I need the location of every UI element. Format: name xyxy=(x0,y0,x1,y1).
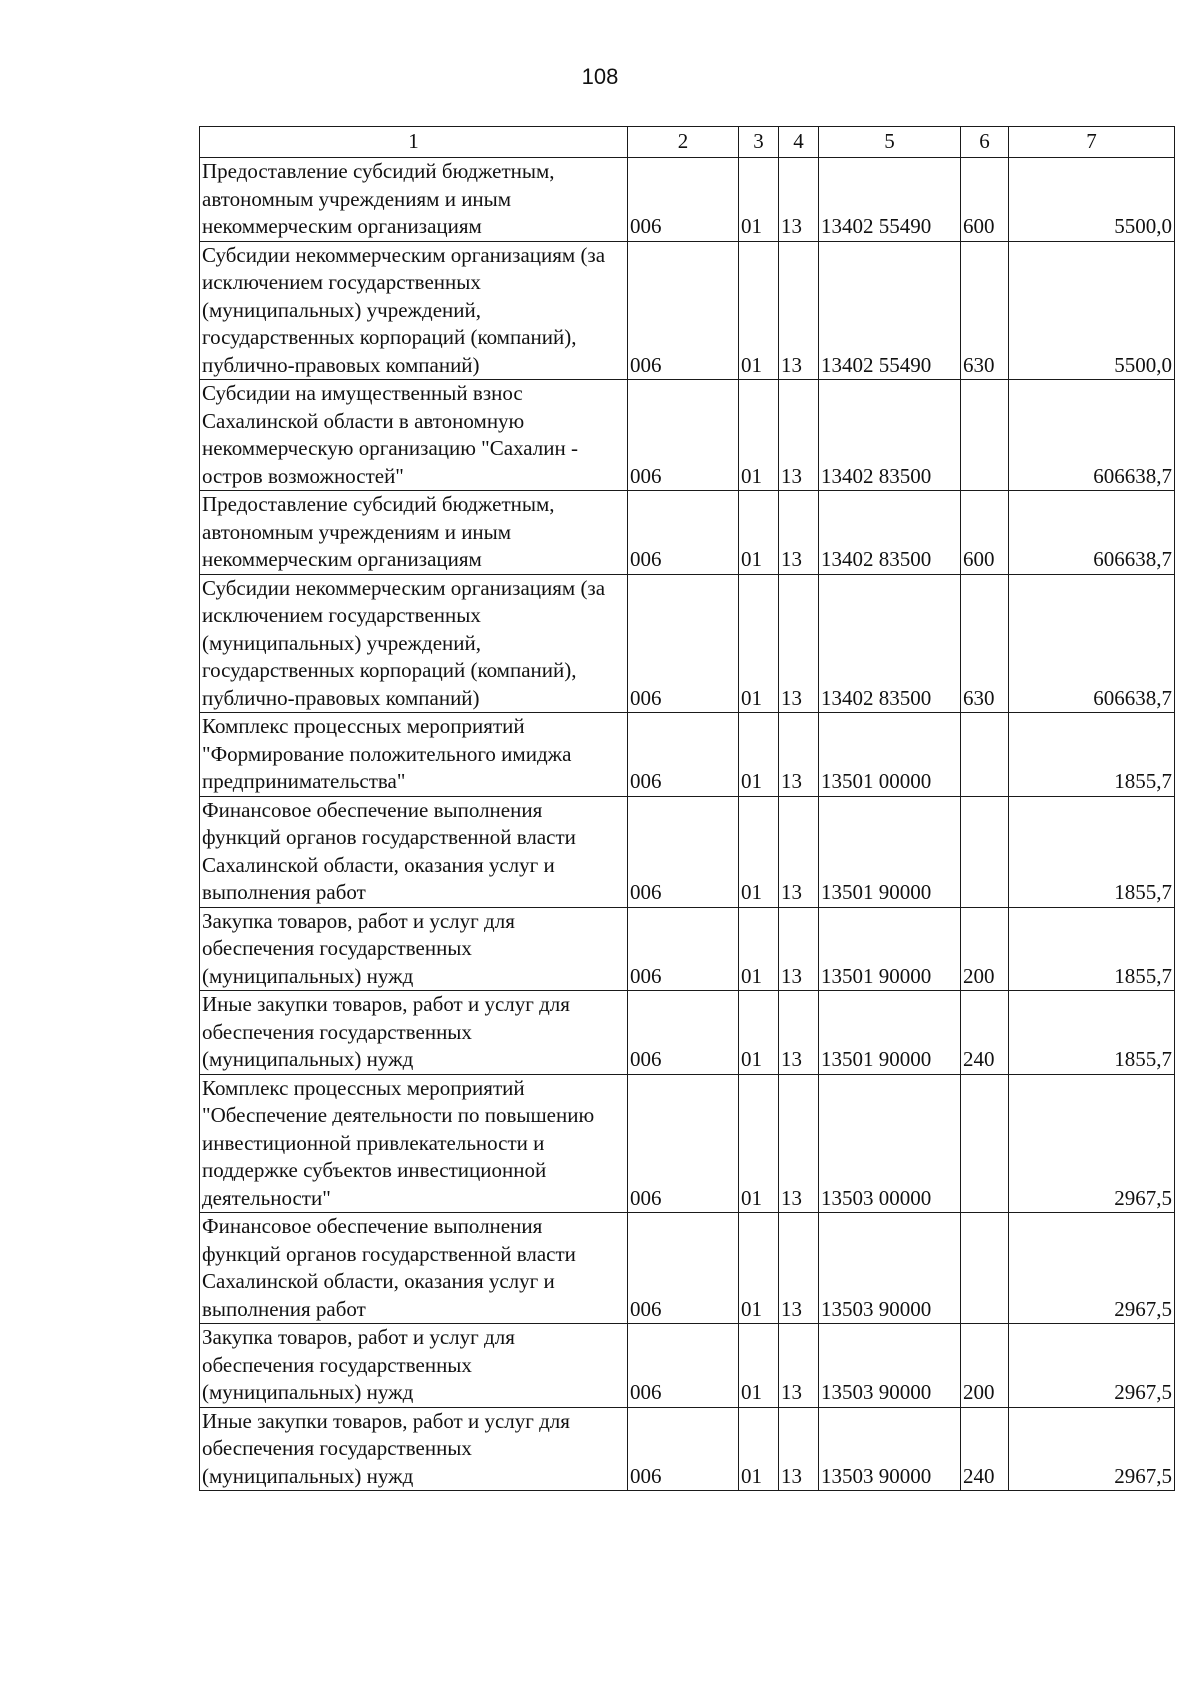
table-row xyxy=(200,796,1175,907)
section-code-cell: 01 xyxy=(739,380,779,491)
target-article-cell: 13402 55490 xyxy=(819,158,961,242)
ministry-code-cell: 006 xyxy=(628,1213,739,1324)
ministry-code-cell: 006 xyxy=(628,491,739,575)
amount-cell: 606638,7 xyxy=(1009,380,1175,491)
column-header: 1 xyxy=(200,127,628,158)
section-code-cell: 01 xyxy=(739,1407,779,1491)
expense-name-cell: Субсидии некоммерческим организациям (за исключением государственных (муниципальных) учреждений, государственных корпораций (компаний), публично-правовых компаний) xyxy=(200,574,628,713)
amount-cell: 2967,5 xyxy=(1009,1407,1175,1491)
expense-name-cell: Финансовое обеспечение выполнения функций органов государственной власти Сахалинской области, оказания услуг и выполнения работ xyxy=(200,1213,628,1324)
table-row xyxy=(200,713,1175,797)
expense-name-cell: Комплекс процессных мероприятий "Обеспечение деятельности по повышению инвестиционной привлекательности и поддержке субъектов инвестиционной деятельности" xyxy=(200,1074,628,1213)
table-row xyxy=(200,907,1175,991)
subsection-code-cell: 13 xyxy=(779,574,819,713)
ministry-code-cell: 006 xyxy=(628,907,739,991)
expense-type-cell xyxy=(961,380,1009,491)
amount-cell: 1855,7 xyxy=(1009,991,1175,1075)
expense-name-cell: Комплекс процессных мероприятий "Формирование положительного имиджа предпринимательства" xyxy=(200,713,628,797)
target-article-cell: 13503 00000 xyxy=(819,1074,961,1213)
ministry-code-cell: 006 xyxy=(628,991,739,1075)
amount-cell: 1855,7 xyxy=(1009,796,1175,907)
expense-type-cell: 200 xyxy=(961,1324,1009,1408)
expense-type-cell xyxy=(961,1213,1009,1324)
column-header: 5 xyxy=(819,127,961,158)
expense-name-cell: Закупка товаров, работ и услуг для обеспечения государственных (муниципальных) нужд xyxy=(200,907,628,991)
subsection-code-cell: 13 xyxy=(779,380,819,491)
subsection-code-cell: 13 xyxy=(779,1324,819,1408)
table-body xyxy=(200,158,1175,1491)
ministry-code-cell: 006 xyxy=(628,158,739,242)
section-code-cell: 01 xyxy=(739,907,779,991)
expense-type-cell: 600 xyxy=(961,491,1009,575)
subsection-code-cell: 13 xyxy=(779,1074,819,1213)
ministry-code-cell: 006 xyxy=(628,241,739,380)
amount-cell: 1855,7 xyxy=(1009,907,1175,991)
table-row xyxy=(200,991,1175,1075)
table-row xyxy=(200,1407,1175,1491)
section-code-cell: 01 xyxy=(739,1074,779,1213)
table-row xyxy=(200,1324,1175,1408)
expense-type-cell xyxy=(961,1074,1009,1213)
expense-name-cell: Предоставление субсидий бюджетным, автономным учреждениям и иным некоммерческим организациям xyxy=(200,491,628,575)
column-header: 3 xyxy=(739,127,779,158)
column-header: 2 xyxy=(628,127,739,158)
subsection-code-cell: 13 xyxy=(779,491,819,575)
expense-name-cell: Иные закупки товаров, работ и услуг для обеспечения государственных (муниципальных) нужд xyxy=(200,1407,628,1491)
expense-type-cell: 240 xyxy=(961,1407,1009,1491)
subsection-code-cell: 13 xyxy=(779,241,819,380)
table-row xyxy=(200,158,1175,242)
expense-type-cell: 630 xyxy=(961,241,1009,380)
table-row xyxy=(200,241,1175,380)
target-article-cell: 13501 90000 xyxy=(819,991,961,1075)
section-code-cell: 01 xyxy=(739,796,779,907)
ministry-code-cell: 006 xyxy=(628,380,739,491)
expense-type-cell: 630 xyxy=(961,574,1009,713)
expense-type-cell: 600 xyxy=(961,158,1009,242)
column-header: 6 xyxy=(961,127,1009,158)
ministry-code-cell: 006 xyxy=(628,574,739,713)
target-article-cell: 13402 55490 xyxy=(819,241,961,380)
amount-cell: 1855,7 xyxy=(1009,713,1175,797)
expense-name-cell: Иные закупки товаров, работ и услуг для обеспечения государственных (муниципальных) нужд xyxy=(200,991,628,1075)
amount-cell: 2967,5 xyxy=(1009,1213,1175,1324)
target-article-cell: 13503 90000 xyxy=(819,1213,961,1324)
table-row xyxy=(200,491,1175,575)
page-number: 108 xyxy=(581,64,619,89)
expense-name-cell: Финансовое обеспечение выполнения функций органов государственной власти Сахалинской области, оказания услуг и выполнения работ xyxy=(200,796,628,907)
ministry-code-cell: 006 xyxy=(628,713,739,797)
expense-type-cell xyxy=(961,796,1009,907)
budget-table xyxy=(199,126,1175,1491)
section-code-cell: 01 xyxy=(739,574,779,713)
column-header: 7 xyxy=(1009,127,1175,158)
expense-name-cell: Предоставление субсидий бюджетным, автономным учреждениям и иным некоммерческим организациям xyxy=(200,158,628,242)
target-article-cell: 13501 00000 xyxy=(819,713,961,797)
amount-cell: 2967,5 xyxy=(1009,1324,1175,1408)
expense-type-cell xyxy=(961,713,1009,797)
expense-type-cell: 200 xyxy=(961,907,1009,991)
target-article-cell: 13503 90000 xyxy=(819,1407,961,1491)
target-article-cell: 13402 83500 xyxy=(819,380,961,491)
table-row xyxy=(200,1074,1175,1213)
target-article-cell: 13503 90000 xyxy=(819,1324,961,1408)
table-row xyxy=(200,574,1175,713)
subsection-code-cell: 13 xyxy=(779,1213,819,1324)
amount-cell: 5500,0 xyxy=(1009,241,1175,380)
section-code-cell: 01 xyxy=(739,158,779,242)
section-code-cell: 01 xyxy=(739,1324,779,1408)
table-row xyxy=(200,1213,1175,1324)
section-code-cell: 01 xyxy=(739,713,779,797)
ministry-code-cell: 006 xyxy=(628,1324,739,1408)
expense-name-cell: Субсидии некоммерческим организациям (за исключением государственных (муниципальных) учреждений, государственных корпораций (компаний), публично-правовых компаний) xyxy=(200,241,628,380)
ministry-code-cell: 006 xyxy=(628,1407,739,1491)
expense-name-cell: Субсидии на имущественный взнос Сахалинской области в автономную некоммерческую организацию "Сахалин - остров возможностей" xyxy=(200,380,628,491)
section-code-cell: 01 xyxy=(739,991,779,1075)
target-article-cell: 13402 83500 xyxy=(819,491,961,575)
ministry-code-cell: 006 xyxy=(628,1074,739,1213)
subsection-code-cell: 13 xyxy=(779,907,819,991)
target-article-cell: 13501 90000 xyxy=(819,907,961,991)
expense-name-cell: Закупка товаров, работ и услуг для обеспечения государственных (муниципальных) нужд xyxy=(200,1324,628,1408)
section-code-cell: 01 xyxy=(739,241,779,380)
section-code-cell: 01 xyxy=(739,1213,779,1324)
amount-cell: 606638,7 xyxy=(1009,574,1175,713)
subsection-code-cell: 13 xyxy=(779,991,819,1075)
amount-cell: 606638,7 xyxy=(1009,491,1175,575)
subsection-code-cell: 13 xyxy=(779,158,819,242)
column-header-row xyxy=(200,127,1175,158)
ministry-code-cell: 006 xyxy=(628,796,739,907)
subsection-code-cell: 13 xyxy=(779,796,819,907)
section-code-cell: 01 xyxy=(739,491,779,575)
amount-cell: 2967,5 xyxy=(1009,1074,1175,1213)
table-row xyxy=(200,380,1175,491)
target-article-cell: 13501 90000 xyxy=(819,796,961,907)
amount-cell: 5500,0 xyxy=(1009,158,1175,242)
subsection-code-cell: 13 xyxy=(779,713,819,797)
subsection-code-cell: 13 xyxy=(779,1407,819,1491)
expense-type-cell: 240 xyxy=(961,991,1009,1075)
target-article-cell: 13402 83500 xyxy=(819,574,961,713)
column-header: 4 xyxy=(779,127,819,158)
